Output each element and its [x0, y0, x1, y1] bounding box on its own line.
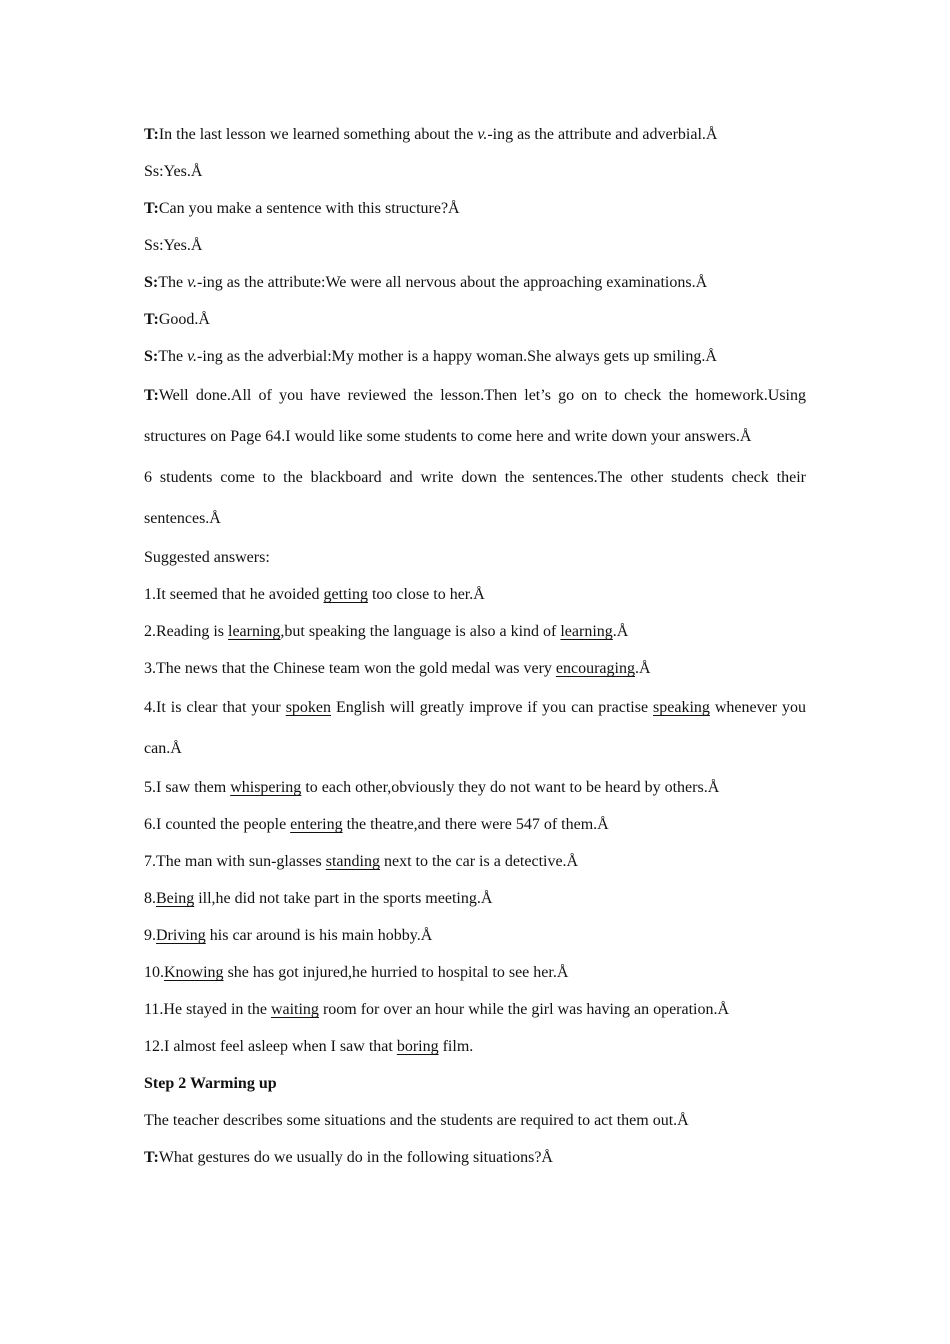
text-segment: 7.The man with sun-glasses — [144, 853, 326, 870]
text-line — [144, 338, 806, 375]
text-line — [144, 1102, 806, 1139]
text-segment: to each other,obviously they do not want to be heard by others.Å — [301, 779, 720, 796]
text-segment: too close to her.Å — [367, 586, 485, 603]
text-segment: 9. — [144, 927, 156, 944]
text-line — [144, 153, 806, 190]
text-line — [144, 687, 806, 769]
text-line — [144, 190, 806, 227]
text-segment: room for over an hour while the girl was having an operation.Å — [318, 1001, 730, 1018]
text-line — [144, 613, 806, 650]
text-line — [144, 375, 806, 457]
text-line — [144, 806, 806, 843]
answer-word: spoken — [285, 699, 332, 716]
text-line — [144, 116, 806, 153]
text-segment: 2.Reading is — [144, 623, 228, 640]
text-segment: next to the car is a detective.Å — [379, 853, 579, 870]
answer-word: speaking — [653, 699, 710, 716]
text-segment: ,but speaking the language is also a kind of — [280, 623, 561, 640]
answer-word: standing — [325, 853, 380, 870]
speaker-label: T: — [144, 387, 159, 404]
text-segment: Well done.All of you have reviewed the lesson.Then let’s go on to check the homework.Using structures on Page 64.I would like some students to come here and write down your answers.Å — [144, 387, 806, 445]
text-line — [144, 843, 806, 880]
text-segment: 12.I almost feel asleep when I saw that — [144, 1038, 397, 1055]
text-segment: 3.The news that the Chinese team won the gold medal was very — [144, 660, 556, 677]
answer-word: whispering — [230, 779, 302, 796]
speaker-label: T: — [144, 311, 159, 328]
speaker-label: T: — [144, 1149, 159, 1166]
text-segment: The teacher describes some situations and the students are required to act them out.Å — [144, 1112, 689, 1129]
text-line — [144, 917, 806, 954]
text-segment: Step 2 Warming up — [144, 1075, 277, 1092]
text-line — [144, 769, 806, 806]
text-segment: What gestures do we usually do in the following situations?Å — [158, 1149, 553, 1166]
text-segment: The — [158, 274, 188, 291]
text-line — [144, 991, 806, 1028]
text-segment: -ing as the attribute:We were all nervous about the approaching examinations.Å — [197, 274, 708, 291]
text-line — [144, 264, 806, 301]
text-line — [144, 539, 806, 576]
text-segment: 6.I counted the people — [144, 816, 291, 833]
text-segment: v. — [187, 274, 198, 291]
text-segment: 10. — [144, 964, 164, 981]
text-segment: film. — [438, 1038, 474, 1055]
text-segment: whenever you can.Å — [144, 699, 807, 757]
text-segment: -ing as the attribute and adverbial.Å — [487, 126, 718, 143]
answer-word: entering — [290, 816, 343, 833]
text-segment: 5.I saw them — [144, 779, 231, 796]
answer-word: boring — [396, 1038, 439, 1055]
speaker-label: T: — [144, 200, 159, 217]
text-segment: In the last lesson we learned something about the — [158, 126, 478, 143]
text-line — [144, 457, 806, 539]
text-line — [144, 1139, 806, 1176]
answer-word: encouraging — [555, 660, 635, 677]
text-line — [144, 301, 806, 338]
text-line — [144, 650, 806, 687]
speaker-label: S: — [144, 348, 159, 365]
text-line — [144, 954, 806, 991]
answer-word: Driving — [156, 927, 206, 944]
text-segment: 4.It is clear that your — [144, 699, 286, 716]
text-segment: The — [158, 348, 188, 365]
text-segment: the theatre,and there were 547 of them.Å — [342, 816, 609, 833]
text-segment: 6 students come to the blackboard and write down the sentences.The other students check their sentences.Å — [144, 469, 806, 527]
answer-word: learning — [228, 623, 281, 640]
text-line — [144, 1065, 806, 1102]
text-segment: his car around is his main hobby.Å — [205, 927, 433, 944]
text-segment: Suggested answers: — [144, 549, 270, 566]
text-line — [144, 1028, 806, 1065]
text-segment: Can you make a sentence with this structure?Å — [158, 200, 460, 217]
text-segment: -ing as the adverbial:My mother is a happy woman.She always gets up smiling.Å — [197, 348, 717, 365]
text-line — [144, 576, 806, 613]
answer-word: waiting — [270, 1001, 319, 1018]
text-segment: ill,he did not take part in the sports meeting.Å — [194, 890, 493, 907]
text-segment: she has got injured,he hurried to hospital to see her.Å — [223, 964, 569, 981]
text-segment: English will greatly improve if you can practise — [331, 699, 654, 716]
document-page — [144, 116, 806, 1176]
answer-word: Knowing — [164, 964, 224, 981]
text-segment: Ss:Yes.Å — [144, 237, 203, 254]
text-segment: .Å — [634, 660, 651, 677]
answer-word: learning — [560, 623, 613, 640]
answer-word: Being — [156, 890, 195, 907]
text-segment: Good.Å — [158, 311, 210, 328]
text-line — [144, 227, 806, 264]
text-segment: 8. — [144, 890, 156, 907]
text-segment: 1.It seemed that he avoided — [144, 586, 324, 603]
text-segment: 11.He stayed in the — [144, 1001, 271, 1018]
text-line — [144, 880, 806, 917]
speaker-label: S: — [144, 274, 159, 291]
speaker-label: T: — [144, 126, 159, 143]
text-segment: v. — [187, 348, 198, 365]
text-segment: v. — [477, 126, 488, 143]
answer-word: getting — [323, 586, 368, 603]
text-segment: .Å — [612, 623, 629, 640]
text-segment: Ss:Yes.Å — [144, 163, 203, 180]
